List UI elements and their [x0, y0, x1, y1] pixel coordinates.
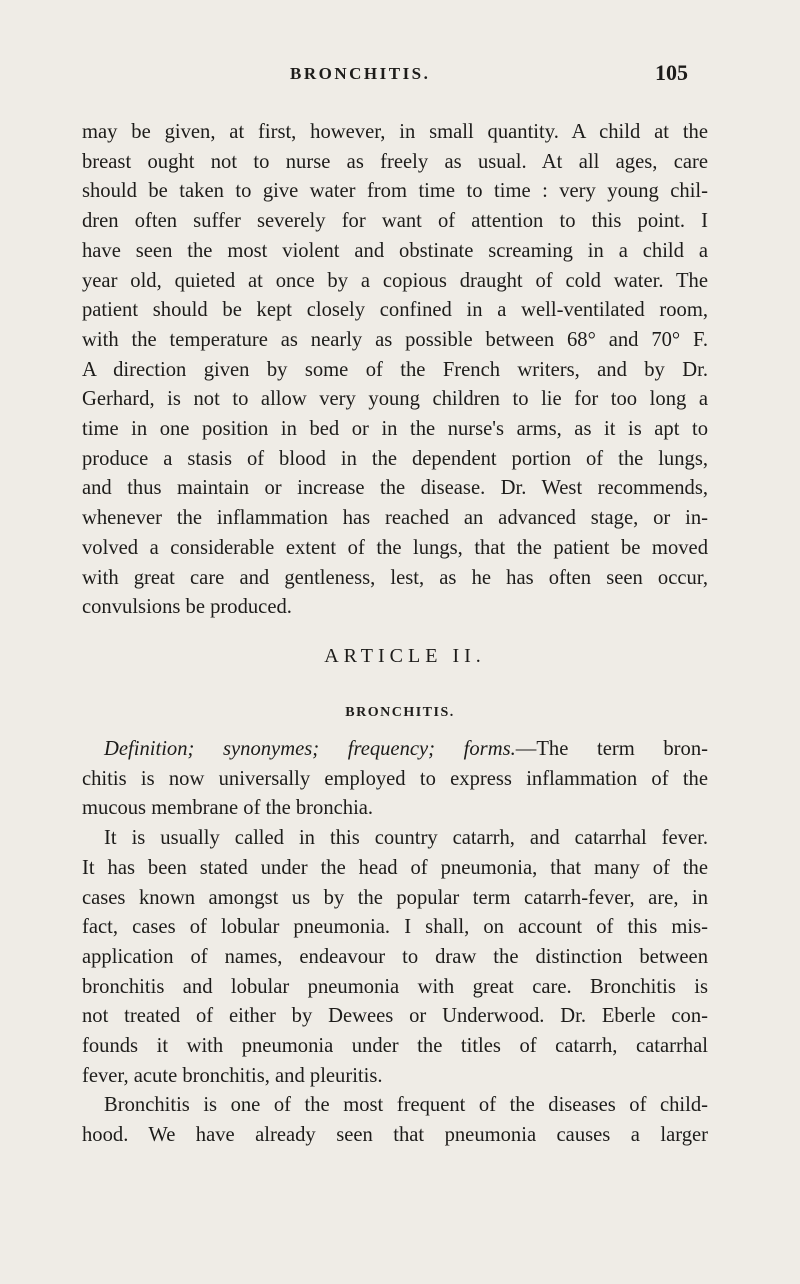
text-line: produce a stasis of blood in the dependent portion of the lungs, — [82, 447, 708, 470]
text-line: time in one position in bed or in the nurse's arms, as it is apt to — [82, 418, 708, 441]
text-line: should be taken to give water from time to time : very young chil- — [82, 180, 708, 203]
text-line — [82, 735, 708, 765]
text-line: convulsions be produced. — [82, 596, 292, 619]
article-heading: ARTICLE II. — [324, 645, 486, 667]
text-line: and thus maintain or increase the disease. Dr. West recommends, — [82, 477, 708, 500]
text-line: volved a considerable extent of the lungs, that the patient be moved — [82, 536, 708, 559]
text-line: fact, cases of lobular pneumonia. I shall, on account of this mis- — [82, 916, 708, 939]
text-line: It is usually called in this country catarrh, and catarrhal fever. — [104, 827, 708, 850]
text-line: patient should be kept closely confined in a well-ventilated room, — [82, 299, 708, 322]
text-line: Bronchitis is one of the most frequent of the diseases of child- — [104, 1094, 708, 1117]
text-line: bronchitis and lobular pneumonia with great care. Bronchitis is — [82, 975, 708, 998]
text-line: application of names, endeavour to draw the distinction between — [82, 945, 708, 968]
text-line: founds it with pneumonia under the titles of catarrh, catarrhal — [82, 1035, 708, 1058]
running-head — [0, 60, 800, 90]
text-line: have seen the most violent and obstinate screaming in a child a — [82, 239, 708, 262]
text-line: It has been stated under the head of pneumonia, that many of the — [82, 856, 708, 879]
text-line: fever, acute bronchitis, and pleuritis. — [82, 1064, 383, 1087]
text-line: year old, quieted at once by a copious draught of cold water. The — [82, 269, 708, 292]
text-line: breast ought not to nurse as freely as usual. At all ages, care — [82, 150, 708, 173]
text-line: mucous membrane of the bronchia. — [82, 797, 374, 820]
text-line: may be given, at first, however, in small quantity. A child at the — [82, 121, 708, 143]
text-line: cases known amongst us by the popular term catarrh-fever, are, in — [82, 886, 708, 909]
text-line: chitis is now universally employed to express inflammation of the — [82, 767, 708, 790]
running-title: BRONCHITIS. — [290, 64, 431, 83]
text-line: with great care and gentleness, lest, as he has often seen occur, — [82, 566, 708, 589]
definition-italic: Definition; synonymes; frequency; forms. — [104, 738, 516, 760]
text-line: A direction given by some of the French writers, and by Dr. — [82, 358, 708, 381]
page-number: 105 — [655, 60, 688, 85]
paragraph-definition — [82, 735, 708, 1151]
definition-rest: —The term bron- — [515, 738, 708, 760]
text-line: with the temperature as nearly as possible between 68° and 70° F. — [82, 328, 708, 351]
paragraph-treatment — [82, 118, 708, 623]
text-line: dren often suffer severely for want of attention to this point. I — [82, 210, 708, 233]
text-line: whenever the inflammation has reached an advanced stage, or in- — [82, 507, 708, 530]
text-line: hood. We have already seen that pneumonia causes a larger — [82, 1124, 708, 1147]
text-line: not treated of either by Dewees or Underwood. Dr. Eberle con- — [82, 1005, 708, 1028]
section-heading: BRONCHITIS. — [345, 705, 455, 720]
text-line: Gerhard, is not to allow very young children to lie for too long a — [82, 388, 708, 411]
